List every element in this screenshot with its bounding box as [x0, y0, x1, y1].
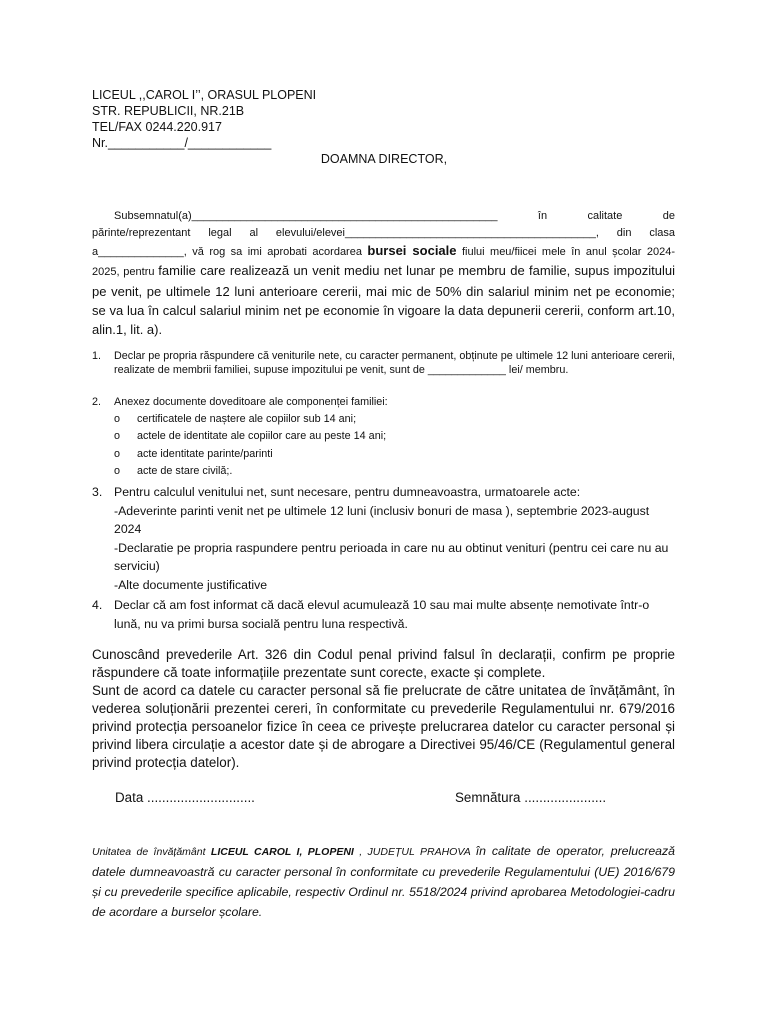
addressee-title: DOAMNA DIRECTOR, — [320, 152, 448, 166]
request-word: în — [537, 210, 548, 222]
gdpr-consent-paragraph: Sunt de acord ca datele cu caracter personal să fie prelucrate de către unitatea de învățământ, în vederea soluționării prezentei cereri, în conformitate cu prevederile Regulamentului nr. 679/2016 privind protecția persoanelor fizice în ceea ce privește prelucrarea datelor cu caracter personal și privind libera circulație a acestor date și de abrogare a Directivei 95/46/CE (Regulamentul general privind protecția datelor). — [92, 683, 675, 770]
notice-text: în calitate de operator, prelucrează datele dumneavoastră cu caracter personal în conformitate cu prevederile Regulamentului (UE) 2016/679 și cu prevederile specifice aplicabile, respectiv Ordinul nr. 5518/2024 privind aprobarea Metodologiei-cadru de acordare a burselor școlare. — [92, 844, 675, 919]
required-document: -Alte documente justificative — [114, 577, 268, 592]
bullet-marker: o — [114, 430, 121, 442]
list-item-3 — [92, 483, 675, 595]
request-line-3 — [92, 242, 675, 261]
item-number: 4. — [92, 598, 103, 612]
request-line-1 — [92, 208, 675, 225]
item-number: 1. — [92, 350, 102, 362]
list-item — [92, 413, 675, 427]
request-text: familie care realizează un venit mediu net lunar pe membru de familie, supus impozitului pe venit, pe ultimele 12 luni anterioare cererii, mai mic de 50% din salariul minim net pe economie; se va lua în calcul salariul minim net pe economie în vigoare la data depunerii cererii, conform art.10, alin.1, lit. a). — [92, 263, 675, 337]
data-processing-notice — [92, 841, 675, 922]
request-line-2: părinte/reprezentant legal al elevului/elevei_________________________________________, din clasa — [92, 227, 675, 239]
school-name-bold: LICEUL CAROL I, PLOPENI — [210, 846, 354, 858]
list-item-text: actele de identitate ale copiilor care au peste 14 ani; — [137, 430, 387, 442]
list-item — [92, 465, 675, 479]
school-name: LICEUL ,,CAROL I’’, ORASUL PLOPENI — [92, 88, 317, 102]
bullet-marker: o — [114, 412, 121, 425]
declaration-paragraph: Cunoscând prevederile Art. 326 din Codul penal privind falsul în declarații, confirm pe proprie răspundere că toate informațiile prezentate sunt corecte, exacte și complete. — [92, 647, 675, 680]
request-line-4 — [92, 261, 675, 339]
list-item-2 — [92, 396, 675, 483]
item-text-group — [114, 483, 675, 595]
notice-text: Unitatea de învățământ — [92, 846, 211, 858]
signature-field: Semnătura ...................... — [455, 790, 607, 805]
request-word: de — [662, 210, 675, 222]
request-paragraph — [92, 208, 675, 339]
item-text: Declar pe propria răspundere că veniturile nete, cu caracter permanent, obținute pe ultimele 12 luni anterioare cererii, realizate de membrii familiei, supuse impozitului pe venit, sunt de _____________ lei/ membru. — [114, 350, 675, 376]
bullet-marker: o — [114, 465, 121, 477]
item-number: 3. — [92, 485, 103, 499]
school-address: STR. REPUBLICII, NR.21B — [92, 104, 245, 118]
declaration-section — [92, 646, 675, 772]
list-item-1 — [92, 350, 675, 377]
required-document: -Declaratie pe propria raspundere pentru perioada in care nu au obtinut venituri (pentru cei care nu au serviciu) — [114, 540, 669, 574]
request-word: calitate — [587, 210, 623, 222]
date-field: Data ............................. — [115, 790, 255, 805]
bullet-marker: o — [114, 447, 121, 460]
scholarship-type: bursei sociale — [367, 243, 457, 258]
list-item — [92, 430, 675, 444]
item-number: 2. — [92, 396, 102, 408]
school-phone: TEL/FAX 0244.220.917 — [92, 120, 222, 134]
list-item — [92, 448, 675, 462]
request-text: fiului meu/fiicei mele în anul școlar 2024- — [456, 246, 676, 258]
request-text: a______________, vă rog sa imi aprobati acordarea — [92, 246, 368, 258]
notice-text: , JUDEȚUL PRAHOVA — [353, 846, 476, 858]
registration-number: Nr.___________/____________ — [92, 136, 272, 150]
school-header — [92, 87, 316, 151]
required-document: -Adeverinte parinti venit net pe ultimele 12 luni (inclusiv bonuri de masa ), septembrie 2023-august 2024 — [114, 503, 650, 537]
list-item-4 — [92, 596, 675, 633]
item-text: Declar că am fost informat că dacă elevul acumulează 10 sau mai multe absențe nemotivate într-o lună, nu va primi bursa socială pentru luna respectivă. — [114, 598, 650, 631]
list-item-text: certificatele de naștere ale copiilor sub 14 ani; — [137, 412, 357, 425]
item-text: Anexez documente doveditoare ale componenței familiei: — [114, 396, 388, 408]
documents-list — [92, 413, 675, 479]
item-text: Pentru calculul venitului net, sunt necesare, pentru dumneavoastra, urmatoarele acte: — [114, 485, 581, 499]
request-text: 2025, pentru — [92, 266, 159, 278]
applicant-name-field: Subsemnatul(a)__________________________________________________ — [114, 210, 498, 222]
list-item-text: acte de stare civilă;. — [137, 465, 233, 477]
list-item-text: acte identitate parinte/parinti — [137, 447, 273, 460]
